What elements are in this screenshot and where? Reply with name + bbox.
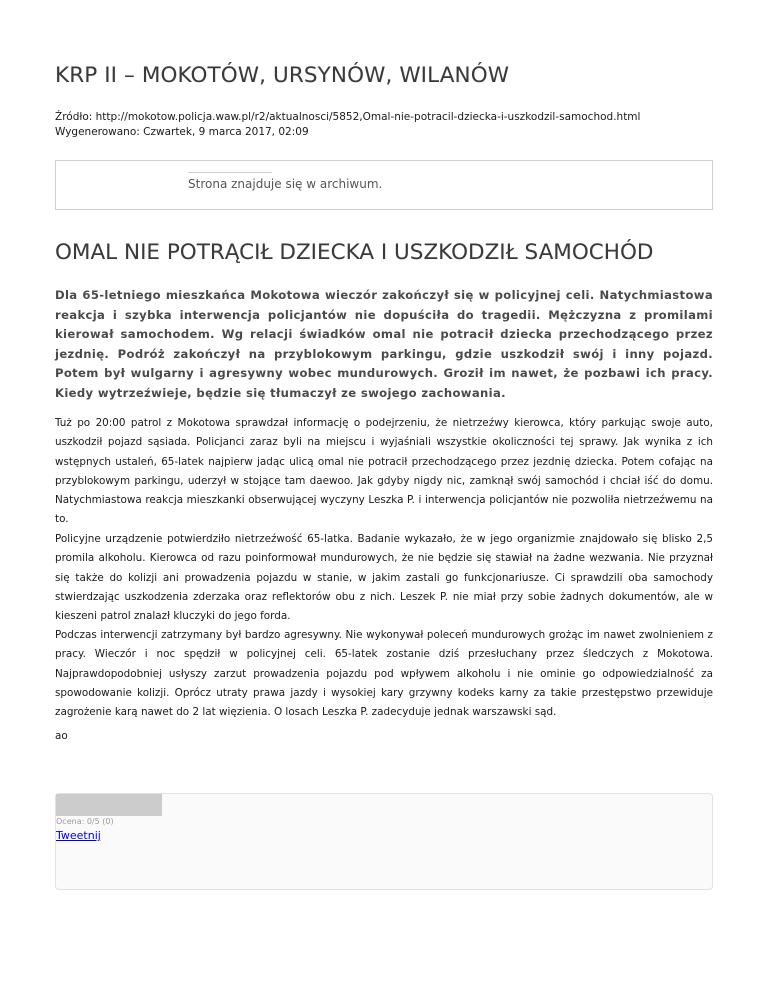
article-lead: Dla 65-letniego mieszkańca Mokotowa wieczór zakończył się w policyjnej celi. Natychmiastowa reakcja i szybka interwencja policjantów nie dopuściła do tragedii. Mężczyzna z promilami kierował samochodem. Wg relacji świadków omal nie potracił dziecka przechodzącego przez jezdnię. Podróż zakończył na przyblokowym parkingu, gdzie uszkodził swój i inny pojazd. Potem był wulgarny i agresywny wobec mundurowych. Groził im nawet, że pozbawi ich pracy. Kiedy wytrzeźwieje, będzie się tłumaczył ze swojego zachowania. (55, 288, 713, 400)
generated-date-line: Wygenerowano: Czwartek, 9 marca 2017, 02:09 (55, 126, 309, 138)
article-paragraph: Tuż po 20:00 patrol z Mokotowa sprawdzał informację o podejrzeniu, że nietrzeźwy kierowca, który parkując swoje auto, uszkodził pojazd sąsiada. Policjanci zaraz byli na miejscu i wyjaśniali wszystkie okoliczności tej sprawy. Jak wynika z ich wstępnych ustaleń, 65-latek najpierw jadąc ulicą omal nie potracił przechodzącego przez jezdnię dziecka. Potem cofając na przyblokowym parkingu, uderzył w stojące tam daewoo. Jak gdyby nigdy nic, zamknął swój samochód i chciał iść do domu. Natychmiastowa reakcja mieszkanki obserwującej wyczyny Leszka P. i interwencja policjantów nie pozwoliła nietrzeźwemu na to. (55, 417, 713, 526)
article-paragraph: Policyjne urządzenie potwierdziło nietrzeźwość 65-latka. Badanie wykazało, że w jego organizmie znajdowało się blisko 2,5 promila alkoholu. Kierowca od razu poinformował mundurowych, że nie będzie się stawiał na żadne wezwania. Nie przyznał się także do kolizji ani prowadzenia pojazdu w stanie, w jakim zastali go funkcjonariusze. Ci sprawdzili oba samochody stwierdzając uszkodzenia zderzaka oraz reflektorów obu z nich. Leszek P. nie miał przy sobie żadnych dokumentów, ale w kieszeni patrol znalazł kluczyki do jego forda. (55, 533, 713, 623)
author-signature: ao (55, 730, 68, 742)
article-paragraph: Podczas interwencji zatrzymany był bardzo agresywny. Nie wykonywał poleceń mundurowych grożąc im nawet zwolnieniem z pracy. Wieczór i noc spędził w policyjnej celi. 65-latek zostanie dziś przesłuchany przez śledczych z Mokotowa. Najprawdopodobniej usłyszy zarzut prowadzenia pojazdu pod wpływem alkoholu i nie ominie go odpowiedzialność za spowodowanie kolizji. Oprócz utraty prawa jazdy i wysokiej kary grzywny kodeks karny za takie przestępstwo przewiduje zagrożenie karą nawet do 2 lat więzienia. O losach Leszka P. zadecyduje jednak warszawski sąd. (55, 629, 713, 719)
rating-summary: Ocena: 0/5 (0) (56, 817, 114, 826)
rating-panel (55, 793, 713, 890)
rating-stars-bar[interactable] (56, 794, 162, 816)
site-title: KRP II – MOKOTÓW, URSYNÓW, WILANÓW (55, 63, 510, 88)
source-meta (55, 110, 640, 140)
archive-divider (188, 172, 272, 173)
article-title: OMAL NIE POTRĄCIŁ DZIECKA I USZKODZIŁ SAMOCHÓD (55, 240, 654, 265)
source-url-line: Źródło: http://mokotow.policja.waw.pl/r2/aktualnosci/5852,Omal-nie-potracil-dziecka-i-uszkodzil-samochod.html (55, 111, 641, 123)
archive-notice-text: Strona znajduje się w archiwum. (188, 177, 383, 191)
tweet-link[interactable]: Tweetnij (56, 829, 101, 842)
archive-notice-box (55, 160, 713, 210)
